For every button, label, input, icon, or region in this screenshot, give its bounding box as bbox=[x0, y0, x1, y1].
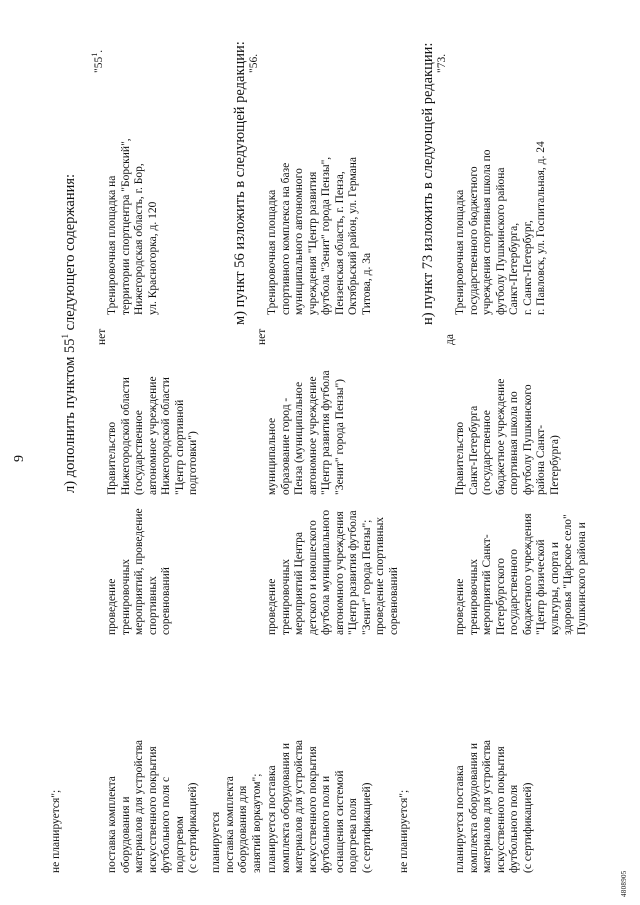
page-number: 9 bbox=[12, 455, 27, 462]
flag-cell: нет bbox=[256, 328, 268, 345]
usage-cell: проведение тренировочных мероприятий, проведение спортивных соревнований bbox=[106, 508, 172, 635]
row-number-551: "$55^1$. bbox=[90, 49, 105, 73]
operator-cell: Правительство Нижегородской области (государственное автономное учреждение Нижегородской области "Центр спортивной подготовки") bbox=[106, 376, 199, 495]
object-cell: Тренировочная площадка спортивного комплекса на базе муниципального автономного учреждения "Центр развития футбола "Зенит" города Пензы", Пензенская область, г. Пенза, Октябрьский район, ул. Германа Титова, д. 3а bbox=[266, 156, 373, 315]
flag-cell: нет bbox=[96, 328, 108, 345]
equipment-cell: поставка комплекта оборудования и материалов для устройства искусственного покрытия футбольного поля с подогревом (с сертификацией) bbox=[106, 740, 199, 873]
document-code: 4808905 bbox=[620, 870, 628, 897]
usage-cell: проведение тренировочных мероприятий Центра детского и юношеского футбола муниципального автономного учреждения "Центр развития футбола "Зенит" города Пензы"; проведение спортивных соревнований bbox=[266, 509, 400, 635]
note-cell: не планируется"; bbox=[398, 789, 410, 873]
equipment-cell: планируется поставка комплекта оборудования и материалов для устройства искусственного покрытия футбольного поля (с сертификацией) bbox=[454, 740, 534, 873]
operator-cell: муниципальное образование город - Пенза (муниципальное автономное учреждение "Центр развития футбола "Зенит" города Пензы") bbox=[266, 370, 346, 495]
section-heading-l bbox=[60, 73, 79, 493]
equipment-cell: планируется поставка комплекта оборудования и материалов для устройства искусственного покрытия футбольного поля и оснащения системой подогрева поля (с сертификацией) bbox=[266, 740, 373, 873]
flag-cell: да bbox=[444, 334, 456, 345]
section-heading-m: м) пункт 56 изложить в следующей редакции: bbox=[232, 41, 248, 325]
usage-cell: проведение тренировочных мероприятий Санкт- Петербургского государственного бюджетного учреждения "Центр физической культуры, спорта и здоровья "Царское село" Пушкинского района и bbox=[454, 513, 588, 635]
heading-sup: 1 bbox=[60, 333, 70, 339]
note-cell: планируется поставка комплекта оборудования для занятий воркаутом"; bbox=[210, 773, 263, 873]
object-cell: Тренировочная площадка государственного бюджетного учреждения спортивная школа по футболу Пушкинского района Санкт-Петербурга, г. Санкт-Петербург, г. Павловск, ул. Госпитальная, д. 24 bbox=[454, 141, 547, 315]
object-cell: Тренировочная площадка на территории спортцентра "Борский", Нижегородская область, г. Бор, ул. Красногорка, д. 120 bbox=[106, 138, 159, 315]
heading-tail: следующего содержания: bbox=[61, 173, 78, 334]
row-number-73: "73. bbox=[436, 53, 448, 73]
operator-cell: Правительство Санкт-Петербурга (государственное бюджетное учреждение спортивная школа по футболу Пушкинского района Санкт- Петербурга) bbox=[454, 378, 561, 495]
heading-text: л) дополнить пунктом 55 bbox=[61, 338, 78, 493]
section-heading-n: н) пункт 73 изложить в следующей редакции: bbox=[420, 42, 436, 325]
row-number-56: "56. bbox=[248, 53, 260, 73]
note-cell: не планируется"; bbox=[50, 789, 62, 873]
